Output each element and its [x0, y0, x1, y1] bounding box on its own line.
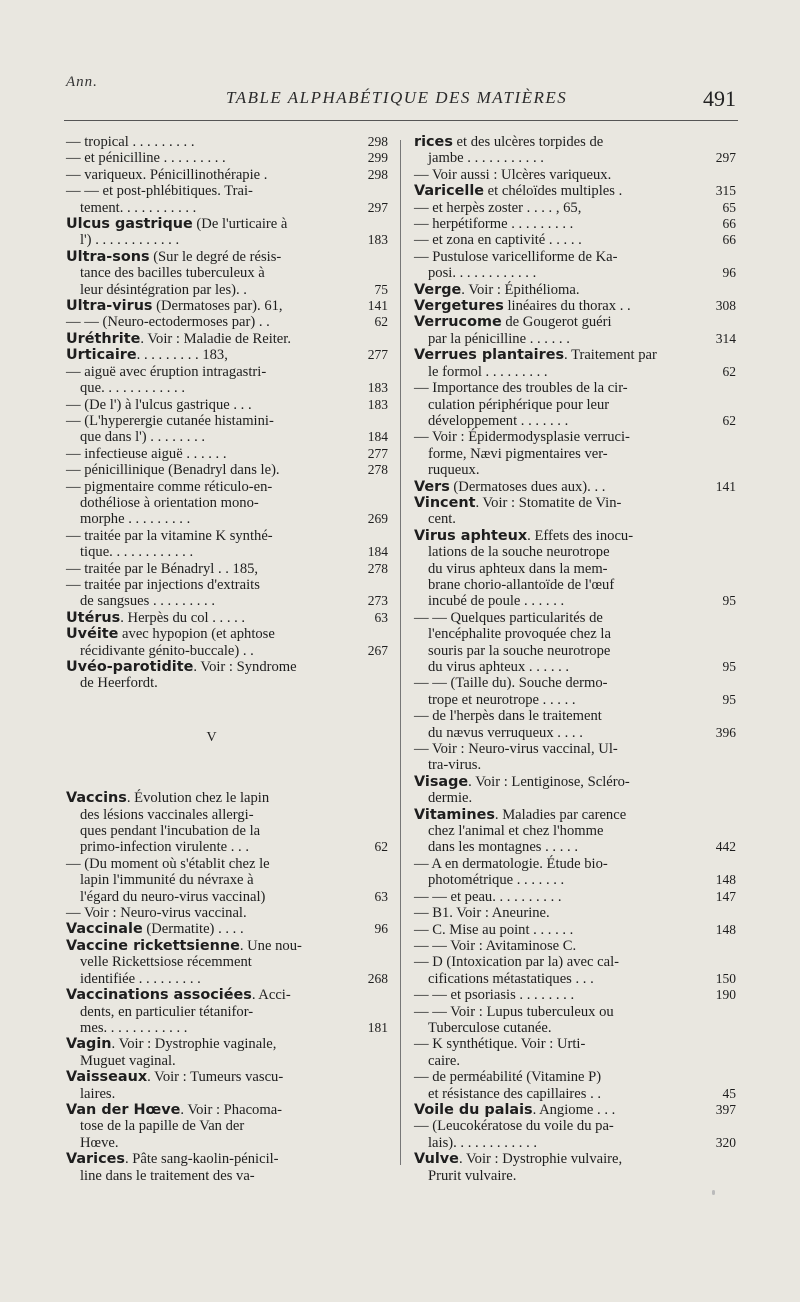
- entry-continuation-line: ruqueux.: [428, 462, 480, 479]
- entry-line: Uréthrite. Voir : Maladie de Reiter.: [66, 330, 291, 347]
- entry-line: — tropical . . . . . . . . .: [66, 134, 195, 150]
- index-entry: [414, 856, 736, 889]
- page-reference: 442: [715, 839, 736, 855]
- page-reference: 268: [367, 970, 388, 986]
- entry-continuation-line: récidivante génito-buccale) . .: [80, 642, 254, 659]
- entry-line: — — Quelques particularités de: [414, 609, 603, 626]
- index-entry: [66, 659, 388, 692]
- entry-line: — — (Taille du). Souche dermo-: [414, 675, 608, 692]
- annotation-ann: Ann.: [66, 74, 98, 90]
- page-reference: 62: [722, 363, 736, 379]
- entry-line: — (L'hyperergie cutanée histamini-: [66, 412, 274, 429]
- entry-continuation-line: de sangsues . . . . . . . . .: [80, 593, 215, 610]
- page-reference: 181: [367, 1019, 388, 1035]
- page-reference: 184: [367, 429, 388, 445]
- entry-line: — Importance des troubles de la cir-: [414, 380, 628, 397]
- page-reference: 63: [374, 609, 388, 625]
- page-reference: 297: [367, 199, 388, 215]
- index-entry: [414, 1069, 736, 1102]
- entry-continuation-line: l'égard du neuro-virus vaccinal): [80, 888, 266, 905]
- paper-speck: [712, 1190, 715, 1195]
- entry-line: Vergetures linéaires du thorax . .: [414, 298, 631, 315]
- index-entry: [66, 249, 388, 298]
- index-entry: [414, 167, 736, 183]
- entry-continuation-line: lapin l'immunité du névraxe à: [80, 872, 254, 889]
- index-entry: [414, 987, 736, 1003]
- entry-line: Visage. Voir : Lentiginose, Scléro-: [414, 773, 630, 790]
- index-entry: [414, 1036, 736, 1069]
- page-reference: 148: [715, 921, 736, 937]
- header-rule: [64, 120, 738, 121]
- index-entry: [414, 429, 736, 478]
- entry-continuation-line: tement. . . . . . . . . . .: [80, 199, 197, 216]
- entry-line: — Voir : Épidermodysplasie verruci-: [414, 429, 630, 446]
- index-entry: [66, 987, 388, 1036]
- entry-line: Vaisseaux. Voir : Tumeurs vascu-: [66, 1069, 284, 1086]
- entry-line: — (De l') à l'ulcus gastrique . . .: [66, 396, 252, 413]
- entry-line: — et zona en captivité . . . . .: [414, 232, 582, 249]
- page-reference: 95: [722, 593, 736, 609]
- page-reference: 63: [374, 888, 388, 904]
- index-entry: [66, 856, 388, 905]
- page-reference: 278: [367, 560, 388, 576]
- index-entry: [414, 1118, 736, 1151]
- entry-continuation-line: tose de la papille de Van der: [80, 1118, 245, 1135]
- index-entry: [66, 134, 388, 150]
- page-reference: 277: [367, 445, 388, 461]
- page-reference: 299: [367, 150, 388, 166]
- entry-continuation-line: line dans le traitement des va-: [80, 1167, 255, 1184]
- page-reference: 95: [722, 659, 736, 674]
- entry-line: Vaccine rickettsienne. Une nou-: [66, 937, 302, 954]
- page-reference: 95: [722, 691, 736, 707]
- page-reference: 184: [367, 544, 388, 560]
- entry-continuation-line: du virus aphteux dans la mem-: [428, 560, 608, 577]
- entry-continuation-line: de Heerfordt.: [80, 675, 158, 692]
- index-entry: [414, 1151, 736, 1184]
- page-reference: 183: [367, 396, 388, 412]
- entry-continuation-line: que dans l') . . . . . . . .: [80, 429, 206, 446]
- page-reference: 308: [715, 298, 736, 314]
- entry-line: Uvéite avec hypopion (et aphtose: [66, 626, 275, 643]
- entry-continuation-line: lations de la souche neurotrope: [428, 544, 610, 561]
- index-entry: [66, 331, 388, 347]
- entry-line: Ultra-virus (Dermatoses par). 61,: [66, 298, 283, 315]
- entry-line: — de l'herpès dans le traitement: [414, 708, 602, 725]
- entry-line: Verge. Voir : Épithélioma.: [414, 281, 580, 298]
- index-entry: [414, 232, 736, 248]
- entry-continuation-line: leur désintégration par les). .: [80, 281, 247, 298]
- page-reference: 141: [367, 298, 388, 314]
- entry-line: — traitée par le Bénadryl . . 185,: [66, 560, 259, 577]
- page-reference: 298: [367, 166, 388, 182]
- entry-continuation-line: l'encéphalite provoquée chez la: [428, 626, 611, 643]
- entry-line: Vers (Dermatoses dues aux). . .: [414, 478, 606, 495]
- entry-line: — Voir : Neuro-virus vaccinal, Ul-: [414, 741, 618, 758]
- entry-line: Ultra-sons (Sur le degré de résis-: [66, 248, 282, 265]
- page-number: 491: [703, 86, 736, 111]
- page-reference: 190: [715, 987, 736, 1003]
- entry-continuation-line: laires.: [80, 1085, 116, 1102]
- entry-line: — pénicillinique (Benadryl dans le).: [66, 462, 280, 479]
- page-reference: 66: [722, 232, 736, 248]
- page-reference: 141: [715, 478, 736, 494]
- index-entry: [66, 790, 388, 856]
- entry-line: — herpétiforme . . . . . . . . .: [414, 216, 574, 233]
- entry-continuation-line: dermie.: [428, 790, 473, 807]
- entry-continuation-line: photométrique . . . . . . .: [428, 872, 565, 889]
- left-entries-u: [66, 134, 388, 692]
- index-entry: [414, 675, 736, 708]
- page-reference: 314: [715, 330, 736, 346]
- page-reference: 96: [722, 265, 736, 281]
- page-reference: 297: [715, 150, 736, 166]
- entry-line: Virus aphteux. Effets des inocu-: [414, 527, 634, 544]
- index-entry: [414, 774, 736, 807]
- index-entry: [66, 528, 388, 561]
- entry-line: — pigmentaire comme réticulo-en-: [66, 478, 273, 495]
- index-entry: [414, 905, 736, 921]
- entry-line: — — Voir : Avitaminose C.: [414, 937, 577, 954]
- index-entry: [66, 626, 388, 659]
- entry-continuation-line: par la pénicilline . . . . . .: [428, 330, 570, 347]
- index-entry: [66, 610, 388, 626]
- index-entry: [66, 1102, 388, 1151]
- index-entry: [414, 954, 736, 987]
- entry-continuation-line: le formol . . . . . . . . .: [428, 363, 548, 380]
- entry-line: — traitée par injections d'extraits: [66, 576, 260, 593]
- entry-line: — Pustulose varicelliforme de Ka-: [414, 248, 618, 265]
- running-title: TABLE ALPHABÉTIQUE DES MATIÈRES: [226, 88, 568, 107]
- page-reference: 75: [374, 281, 388, 297]
- index-entry: [414, 610, 736, 676]
- page-reference: 273: [367, 593, 388, 609]
- entry-continuation-line: brane chorio-allantoïde de l'œuf: [428, 576, 615, 593]
- entry-continuation-line: tique. . . . . . . . . . . .: [80, 544, 194, 561]
- entry-continuation-line: dothéliose à orientation mono-: [80, 494, 259, 511]
- entry-line: Vaccinale (Dermatite) . . . .: [66, 921, 244, 938]
- entry-line: — variqueux. Pénicillinothérapie .: [66, 166, 268, 183]
- page-reference: 298: [367, 134, 388, 149]
- page-reference: 62: [374, 839, 388, 855]
- entry-line: — — et peau. . . . . . . . . .: [414, 888, 562, 905]
- entry-line: — aiguë avec éruption intragastri-: [66, 363, 267, 380]
- page-reference: 183: [367, 380, 388, 396]
- entry-continuation-line: Tuberculose cutanée.: [428, 1019, 552, 1036]
- index-entry: [414, 495, 736, 528]
- page-reference: 277: [367, 347, 388, 363]
- index-entry: [66, 1151, 388, 1184]
- entry-line: rices et des ulcères torpides de: [414, 134, 604, 150]
- index-entry: [414, 200, 736, 216]
- entry-continuation-line: l') . . . . . . . . . . . .: [80, 232, 180, 249]
- entry-line: Verrucome de Gougerot guéri: [414, 314, 612, 331]
- entry-line: — — et post-phlébitiques. Trai-: [66, 183, 253, 200]
- entry-continuation-line: jambe . . . . . . . . . . .: [428, 150, 544, 167]
- entry-continuation-line: du virus aphteux . . . . . .: [428, 659, 570, 675]
- entry-continuation-line: identifiée . . . . . . . . .: [80, 970, 201, 987]
- entry-continuation-line: incubé de poule . . . . . .: [428, 593, 565, 610]
- entry-line: Vaccinations associées. Acci-: [66, 987, 291, 1004]
- entry-continuation-line: tance des bacilles tuberculeux à: [80, 265, 265, 282]
- entry-line: Vulve. Voir : Dystrophie vulvaire,: [414, 1151, 623, 1168]
- right-column: [414, 134, 736, 1184]
- entry-continuation-line: caire.: [428, 1052, 460, 1069]
- entry-line: — C. Mise au point . . . . . .: [414, 921, 574, 938]
- index-entry: [414, 314, 736, 347]
- index-entry: [66, 298, 388, 314]
- entry-line: Ulcus gastrique (De l'urticaire à: [66, 216, 288, 233]
- index-entry: [66, 1036, 388, 1069]
- page-reference: 65: [722, 199, 736, 215]
- index-entry: [66, 479, 388, 528]
- index-entry: [414, 1102, 736, 1118]
- index-entry: [414, 216, 736, 232]
- entry-continuation-line: forme, Nævi pigmentaires ver-: [428, 445, 608, 462]
- index-entry: [414, 938, 736, 954]
- entry-line: — et herpès zoster . . . . , 65,: [414, 199, 582, 216]
- entry-continuation-line: Hœve.: [80, 1134, 119, 1151]
- entry-continuation-line: morphe . . . . . . . . .: [80, 511, 191, 528]
- entry-continuation-line: culation périphérique pour leur: [428, 396, 610, 413]
- index-entry: [66, 1069, 388, 1102]
- page-reference: 147: [715, 888, 736, 904]
- index-entry: [66, 397, 388, 413]
- page-reference: 183: [367, 232, 388, 248]
- page-reference: 278: [367, 462, 388, 478]
- page-reference: 397: [715, 1101, 736, 1117]
- entry-line: Vitamines. Maladies par carence: [414, 806, 627, 823]
- index-entry: [414, 380, 736, 429]
- entry-line: — Voir : Neuro-virus vaccinal.: [66, 905, 247, 922]
- section-letter: V: [206, 729, 218, 745]
- column-divider: [400, 140, 401, 1165]
- entry-line: Van der Hœve. Voir : Phacoma-: [66, 1101, 283, 1118]
- index-entry: [66, 216, 388, 249]
- entry-line: — traitée par la vitamine K synthé-: [66, 527, 273, 544]
- index-entry: [414, 922, 736, 938]
- entry-line: — Voir aussi : Ulcères variqueux.: [414, 166, 612, 183]
- index-entry: [414, 528, 736, 610]
- entry-line: — — et psoriasis . . . . . . . .: [414, 987, 575, 1004]
- entry-continuation-line: posi. . . . . . . . . . . .: [428, 265, 537, 282]
- index-entry: [66, 150, 388, 166]
- entry-line: Varices. Pâte sang-kaolin-pénicil-: [66, 1151, 279, 1168]
- entry-continuation-line: primo-infection virulente . . .: [80, 839, 249, 856]
- entry-line: — de perméabilité (Vitamine P): [414, 1069, 602, 1086]
- index-entry: [66, 167, 388, 183]
- right-entries: [414, 134, 736, 1184]
- index-entry: [66, 364, 388, 397]
- entry-continuation-line: et résistance des capillaires . .: [428, 1085, 602, 1102]
- entry-continuation-line: ques pendant l'incubation de la: [80, 823, 261, 840]
- entry-line: — K synthétique. Voir : Urti-: [414, 1036, 586, 1053]
- page-reference: 150: [715, 970, 736, 986]
- page-reference: 269: [367, 511, 388, 527]
- entry-line: Uvéo-parotidite. Voir : Syndrome: [66, 659, 297, 675]
- entry-line: Verrues plantaires. Traitement par: [414, 347, 657, 364]
- entry-continuation-line: des lésions vaccinales allergi-: [80, 806, 254, 823]
- index-entry: [414, 889, 736, 905]
- entry-line: Vincent. Voir : Stomatite de Vin-: [414, 494, 622, 511]
- entry-line: — B1. Voir : Aneurine.: [414, 905, 550, 922]
- index-entry: [66, 462, 388, 478]
- page-reference: 66: [722, 216, 736, 232]
- index-entry: [414, 741, 736, 774]
- entry-continuation-line: cent.: [428, 511, 456, 528]
- entry-line: — infectieuse aiguë . . . . . .: [66, 445, 227, 462]
- left-column: [66, 134, 388, 1184]
- page-reference: 96: [374, 921, 388, 937]
- entry-line: Vagin. Voir : Dystrophie vaginale,: [66, 1036, 277, 1053]
- entry-continuation-line: lais). . . . . . . . . . . .: [428, 1134, 538, 1151]
- index-entry: [66, 577, 388, 610]
- index-entry: [66, 905, 388, 921]
- index-entry: [66, 347, 388, 363]
- index-entry: [414, 298, 736, 314]
- index-entry: [414, 1004, 736, 1037]
- page-reference: 45: [722, 1085, 736, 1101]
- index-entry: [66, 413, 388, 446]
- entry-continuation-line: mes. . . . . . . . . . . .: [80, 1019, 188, 1036]
- index-entry: [66, 921, 388, 937]
- entry-line: — et pénicilline . . . . . . . . .: [66, 150, 226, 167]
- index-entry: [414, 807, 736, 856]
- entry-continuation-line: trope et neurotrope . . . . .: [428, 691, 576, 708]
- page-reference: 315: [715, 183, 736, 199]
- entry-continuation-line: dents, en particulier tétanifor-: [80, 1003, 254, 1020]
- page-reference: 396: [715, 724, 736, 740]
- entry-continuation-line: Prurit vulvaire.: [428, 1167, 517, 1184]
- entry-continuation-line: souris par la souche neurotrope: [428, 642, 611, 659]
- entry-continuation-line: du nævus verruqueux . . . .: [428, 724, 583, 741]
- entry-continuation-line: velle Rickettsiose récemment: [80, 954, 252, 971]
- entry-continuation-line: que. . . . . . . . . . . .: [80, 380, 185, 397]
- entry-line: — — Voir : Lupus tuberculeux ou: [414, 1003, 614, 1020]
- entry-line: — (Leucokératose du voile du pa-: [414, 1118, 614, 1135]
- index-entry: [66, 561, 388, 577]
- left-entries-v: [66, 790, 388, 1184]
- index-entry: [66, 183, 388, 216]
- index-entry: [414, 708, 736, 741]
- page-reference: 62: [722, 412, 736, 428]
- page-reference: 320: [715, 1134, 736, 1150]
- entry-line: — — (Neuro-ectodermoses par) . .: [66, 314, 270, 331]
- entry-continuation-line: Muguet vaginal.: [80, 1052, 176, 1069]
- entry-line: — (Du moment où s'établit chez le: [66, 855, 270, 872]
- index-entry: [66, 314, 388, 330]
- entry-continuation-line: cifications métastatiques . . .: [428, 970, 594, 987]
- entry-line: — A en dermatologie. Étude bio-: [414, 855, 608, 872]
- index-entry: [414, 479, 736, 495]
- index-entry: [414, 347, 736, 380]
- entry-continuation-line: tra-virus.: [428, 757, 482, 774]
- index-entry: [414, 134, 736, 167]
- entry-continuation-line: dans les montagnes . . . . .: [428, 839, 578, 856]
- index-entry: [66, 938, 388, 987]
- index-entry: [66, 446, 388, 462]
- entry-line: Urticaire. . . . . . . . . 183,: [66, 347, 228, 364]
- entry-continuation-line: développement . . . . . . .: [428, 412, 569, 429]
- page-reference: 62: [374, 314, 388, 330]
- entry-line: Vaccins. Évolution chez le lapin: [66, 790, 270, 807]
- page-reference: 148: [715, 872, 736, 888]
- index-entry: [414, 249, 736, 282]
- entry-continuation-line: chez l'animal et chez l'homme: [428, 823, 604, 840]
- entry-line: Utérus. Herpès du col . . . . .: [66, 609, 246, 626]
- entry-line: — D (Intoxication par la) avec cal-: [414, 954, 620, 971]
- entry-line: Varicelle et chéloïdes multiples .: [414, 183, 623, 200]
- page-reference: 267: [367, 642, 388, 658]
- index-entry: [414, 183, 736, 199]
- index-entry: [414, 282, 736, 298]
- entry-line: Voile du palais. Angiome . . .: [414, 1101, 616, 1118]
